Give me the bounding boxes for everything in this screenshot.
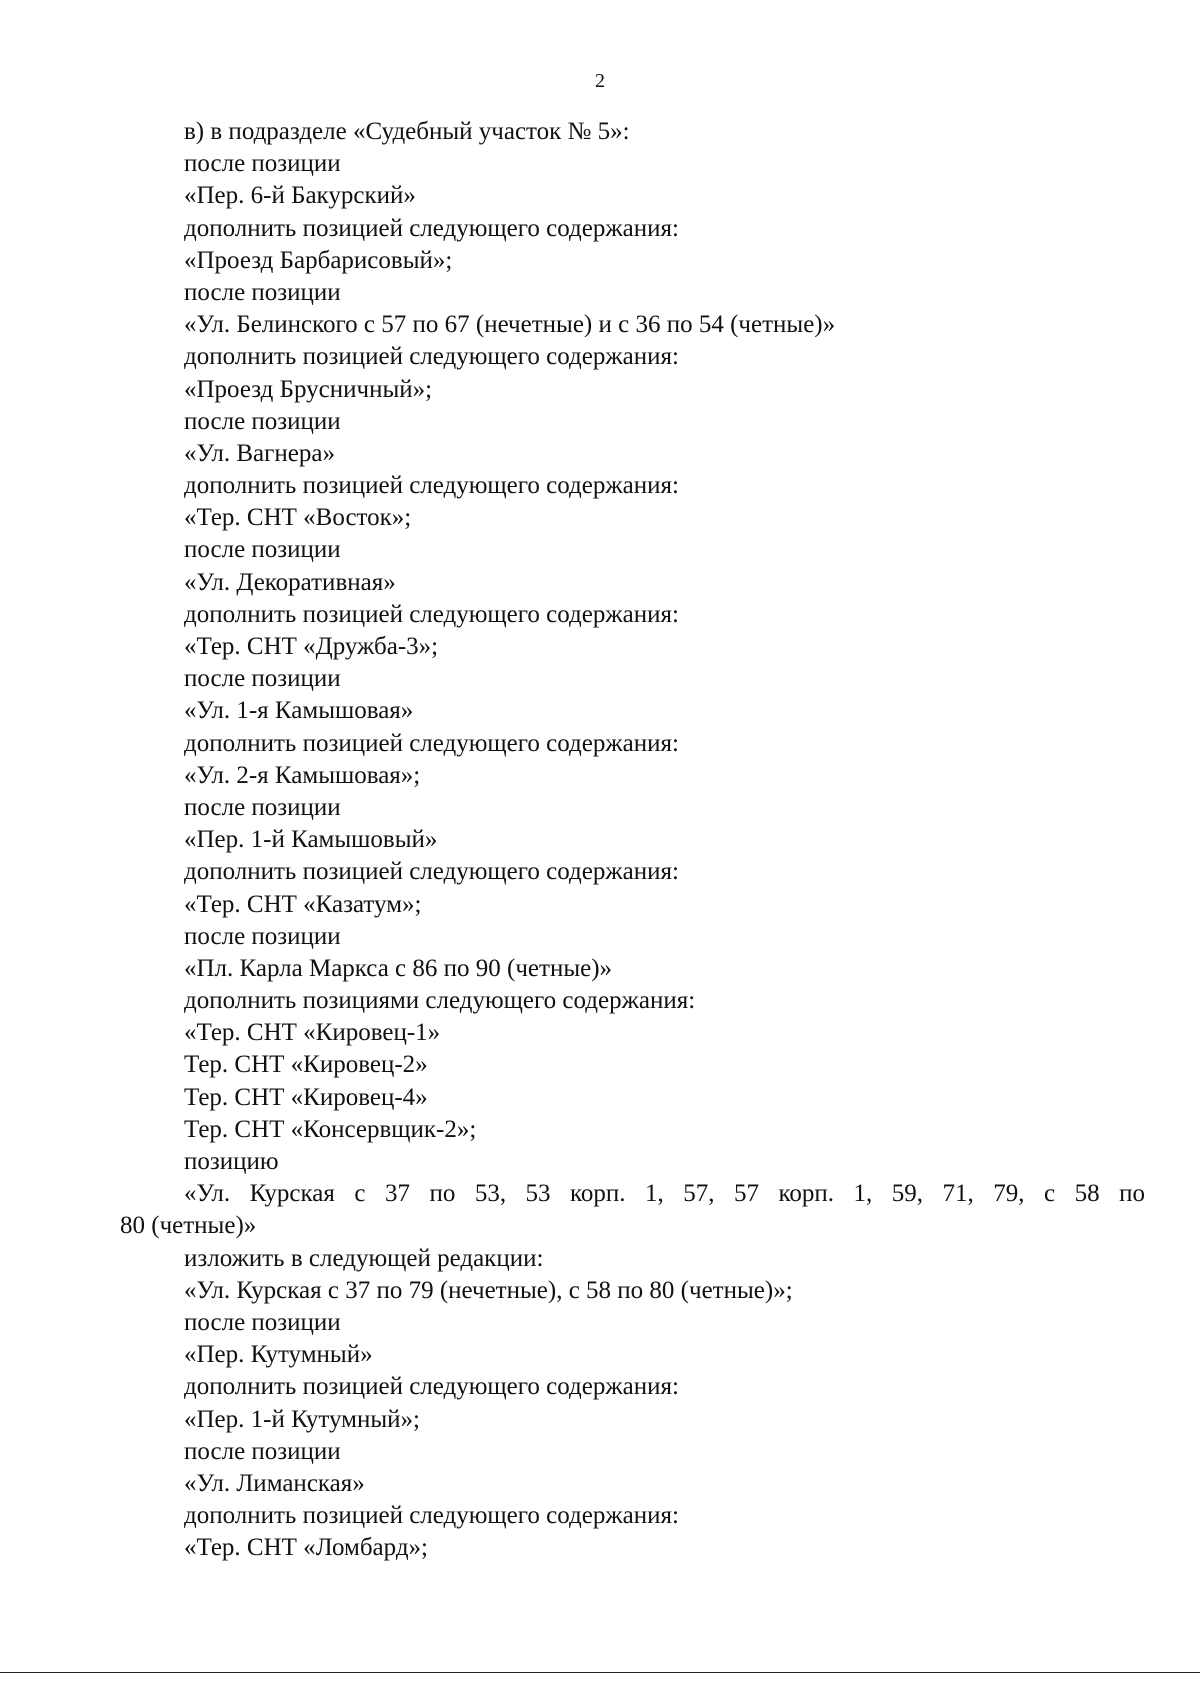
text-line: «Ул. Белинского с 57 по 67 (нечетные) и с 36 по 54 (четные)»: [184, 311, 836, 339]
text-line: дополнить позицией следующего содержания:: [184, 858, 679, 886]
subsection-heading: в) в подразделе «Судебный участок № 5»:: [184, 118, 630, 145]
document-body: [120, 116, 1145, 1564]
text-line: «Ул. Декоративная»: [184, 568, 396, 596]
text-line: Тер. СНТ «Консервщик-2»;: [184, 1115, 477, 1143]
page-bottom-rule: [0, 1672, 1200, 1673]
text-line: «Тер. СНТ «Восток»;: [184, 504, 412, 532]
text-line-continuation: 80 (четные)»: [120, 1212, 257, 1240]
text-line: после позиции: [184, 407, 341, 435]
text-line: после позиции: [184, 278, 341, 306]
text-line: «Проезд Барбарисовый»;: [184, 246, 453, 274]
text-line: после позиции: [184, 150, 341, 178]
page-number: 2: [595, 70, 605, 92]
text-line: «Пер. 1-й Кутумный»;: [184, 1405, 420, 1433]
text-line: «Тер. СНТ «Кировец-1»: [184, 1019, 441, 1047]
text-line: «Ул. 1-я Камышовая»: [184, 697, 414, 725]
text-line: после позиции: [184, 536, 341, 564]
text-line: позицию: [184, 1148, 279, 1175]
text-line: дополнить позицией следующего содержания:: [184, 1502, 679, 1530]
text-line: «Тер. СНТ «Ломбард»;: [184, 1534, 428, 1562]
text-line: после позиции: [184, 922, 341, 950]
text-line: после позиции: [184, 1308, 341, 1336]
text-line: «Ул. Курская с 37 по 79 (нечетные), с 58 по 80 (четные)»;: [184, 1276, 793, 1304]
text-line: дополнить позицией следующего содержания:: [184, 472, 679, 500]
text-line: «Проезд Брусничный»;: [184, 375, 433, 403]
text-line: «Пер. 1-й Камышовый»: [184, 826, 438, 854]
text-line: дополнить позицией следующего содержания:: [184, 729, 679, 757]
text-line: после позиции: [184, 793, 341, 821]
text-line: «Ул. Лиманская»: [184, 1469, 365, 1497]
text-line: дополнить позициями следующего содержания:: [184, 987, 696, 1015]
text-line: «Тер. СНТ «Казатум»;: [184, 890, 422, 918]
text-line: после позиции: [184, 1437, 341, 1465]
text-line-justified: «Ул. Курская с 37 по 53, 53 корп. 1, 57, 57 корп. 1, 59, 71, 79, с 58 по: [184, 1180, 1145, 1208]
text-line: «Ул. Вагнера»: [184, 439, 335, 467]
text-line: дополнить позицией следующего содержания:: [184, 343, 679, 371]
text-line: «Тер. СНТ «Дружба-3»;: [184, 633, 439, 660]
text-line: «Пл. Карла Маркса с 86 по 90 (четные)»: [184, 954, 613, 982]
text-line: дополнить позицией следующего содержания:: [184, 1373, 679, 1401]
text-line: дополнить позицией следующего содержания:: [184, 600, 679, 628]
text-line: «Ул. 2-я Камышовая»;: [184, 761, 421, 789]
text-line: изложить в следующей редакции:: [184, 1244, 544, 1272]
text-line: Тер. СНТ «Кировец-4»: [184, 1083, 428, 1111]
text-line: «Пер. Кутумный»: [184, 1341, 373, 1369]
text-line: после позиции: [184, 665, 341, 693]
text-line: «Пер. 6-й Бакурский»: [184, 182, 416, 210]
text-line: Тер. СНТ «Кировец-2»: [184, 1051, 428, 1079]
text-line: дополнить позицией следующего содержания:: [184, 214, 679, 242]
